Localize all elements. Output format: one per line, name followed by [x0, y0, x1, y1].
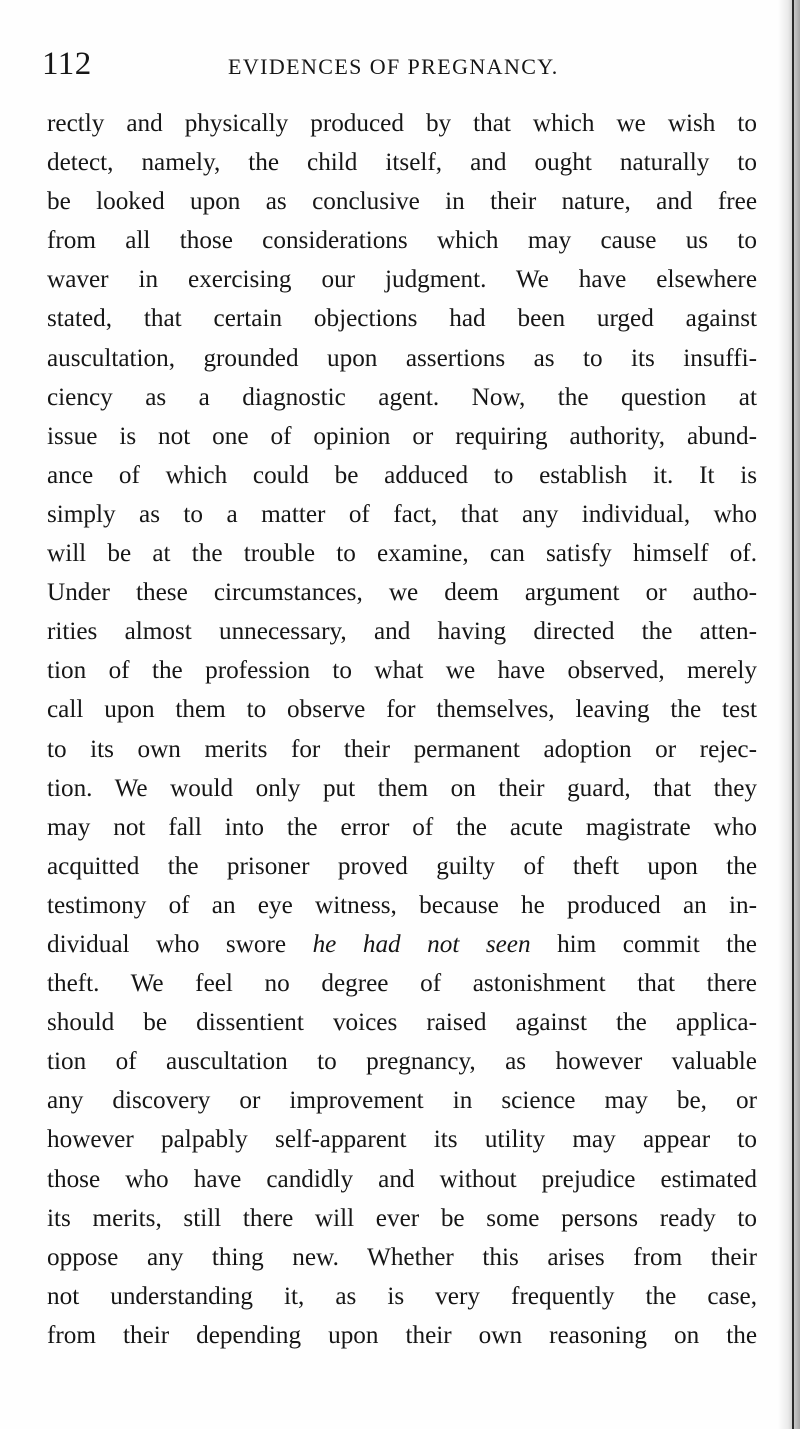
text-line: stated, that certain objections had been urged against [47, 305, 757, 333]
text-segment: him commit the [530, 930, 757, 958]
text-line-with-italic [47, 925, 757, 964]
text-line: those who have candidly and without prejudice estimated [47, 1165, 757, 1193]
page-edge-line [792, 0, 794, 1429]
body-text [47, 104, 757, 1355]
text-line: waver in exercising our judgment. We have elsewhere [47, 266, 757, 294]
text-line: issue is not one of opinion or requiring authority, abund- [47, 422, 757, 450]
text-line: tion. We would only put them on their guard, that they [47, 774, 757, 802]
text-line: theft. We feel no degree of astonishment that there [47, 970, 757, 998]
running-head: EVIDENCES OF PREGNANCY. [228, 54, 559, 79]
text-line: Under these circumstances, we deem argument or autho- [47, 579, 757, 607]
text-line: from their depending upon their own reasoning on the [47, 1321, 757, 1349]
text-line: call upon them to observe for themselves, leaving the test [47, 696, 757, 724]
text-line: rities almost unnecessary, and having directed the atten- [47, 618, 757, 646]
text-line: simply as to a matter of fact, that any individual, who [47, 500, 757, 528]
text-line: ciency as a diagnostic agent. Now, the question at [47, 383, 757, 411]
text-line: auscultation, grounded upon assertions as to its insuffi- [47, 344, 757, 372]
text-line: tion of the profession to what we have observed, merely [47, 657, 757, 685]
text-line: detect, namely, the child itself, and ought naturally to [47, 149, 757, 177]
text-line: will be at the trouble to examine, can satisfy himself of. [47, 540, 757, 568]
page-number: 112 [42, 46, 92, 82]
text-line: be looked upon as conclusive in their nature, and free [47, 188, 757, 216]
text-line: oppose any thing new. Whether this arises from their [47, 1243, 757, 1271]
text-line: rectly and physically produced by that which we wish to [47, 110, 757, 137]
text-line: any discovery or improvement in science may be, or [47, 1087, 757, 1115]
text-line: its merits, still there will ever be some persons ready to [47, 1204, 757, 1232]
text-line: should be dissentient voices raised against the applica- [47, 1009, 757, 1037]
text-line: acquitted the prisoner proved guilty of theft upon the [47, 852, 757, 880]
text-line: tion of auscultation to pregnancy, as however valuable [47, 1048, 757, 1076]
italic-phrase: he had not seen [312, 930, 531, 958]
text-line: not understanding it, as is very frequently the case, [47, 1282, 757, 1310]
text-line: however palpably self-apparent its utility may appear to [47, 1126, 757, 1154]
text-line: from all those considerations which may cause us to [47, 227, 757, 255]
text-line: testimony of an eye witness, because he produced an in- [47, 891, 757, 919]
page-header [42, 44, 758, 88]
page-edge-shadow [778, 0, 800, 1429]
text-line: may not fall into the error of the acute magistrate who [47, 813, 757, 841]
text-segment: dividual who swore [47, 930, 313, 958]
text-line: to its own merits for their permanent adoption or rejec- [47, 735, 757, 763]
text-line: ance of which could be adduced to establish it. It is [47, 461, 757, 489]
